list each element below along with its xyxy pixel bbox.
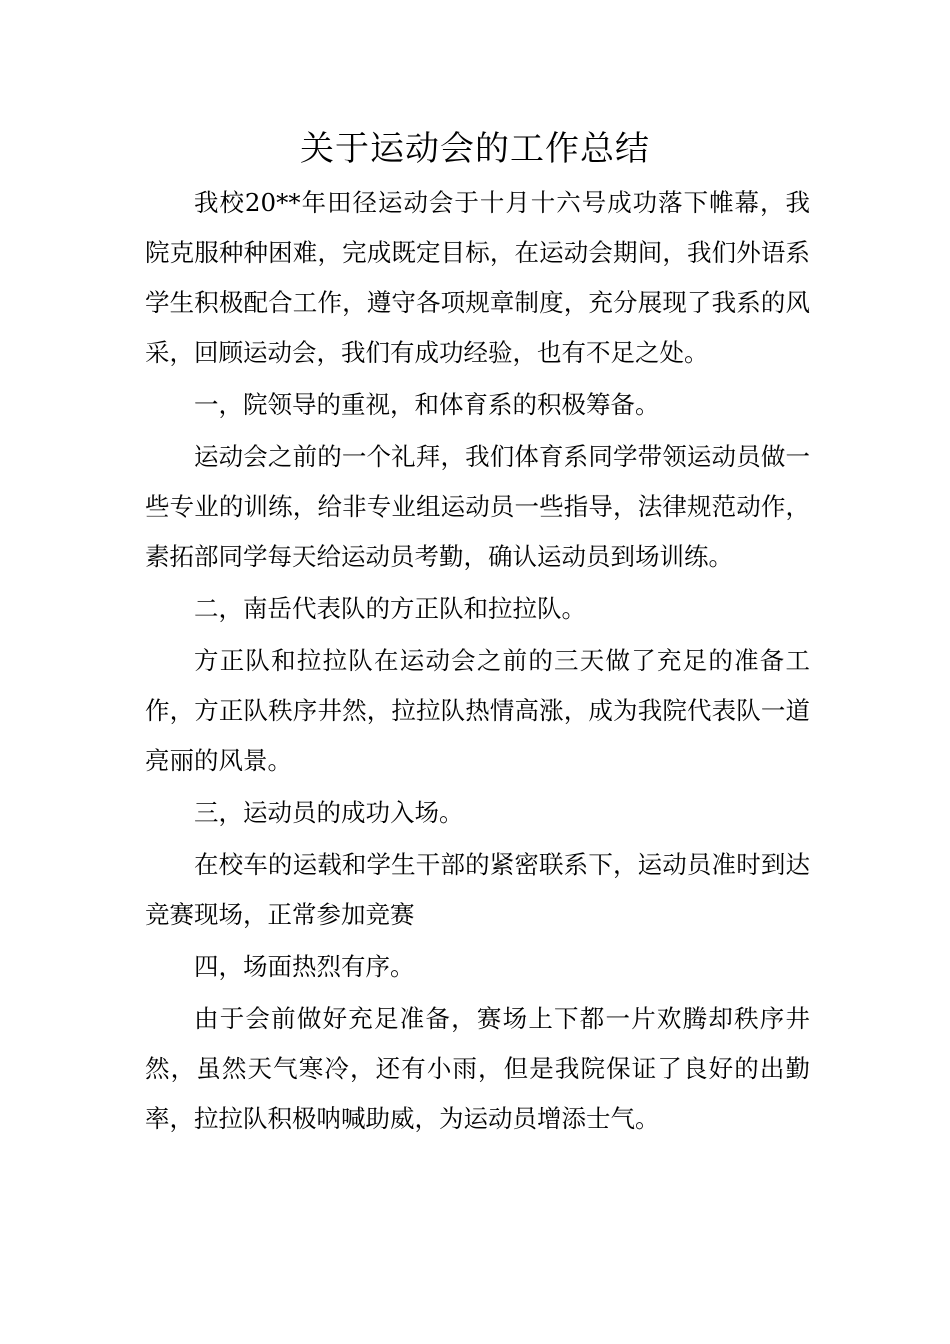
document-body (145, 178, 810, 1144)
section-heading-1: 一，院领导的重视，和体育系的积极筹备。 (194, 390, 660, 419)
section-heading-4: 四，场面热烈有序。 (194, 952, 415, 981)
paragraph-intro: 我校20**年田径运动会于十月十六号成功落下帷幕，我院克服种种困难，完成既定目标，在运动会期间，我们外语系学生积极配合工作，遵守各项规章制度，充分展现了我系的风采，回顾运动会，我们有成功经验，也有不足之处。 (145, 188, 810, 367)
section-heading-3: 三，运动员的成功入场。 (194, 798, 464, 827)
document-title: 关于运动会的工作总结 (300, 129, 650, 169)
paragraph-section-2: 方正队和拉拉队在运动会之前的三天做了充足的准备工作，方正队秩序井然，拉拉队热情高涨，成为我院代表队一道亮丽的风景。 (145, 646, 810, 775)
paragraph-section-4: 由于会前做好充足准备，赛场上下都一片欢腾却秩序井然，虽然天气寒冷，还有小雨，但是我院保证了良好的出勤率，拉拉队积极呐喊助威，为运动员增添士气。 (145, 1004, 810, 1133)
paragraph-section-3: 在校车的运载和学生干部的紧密联系下，运动员准时到达竞赛现场，正常参加竞赛 (145, 850, 810, 929)
paragraph-section-1: 运动会之前的一个礼拜，我们体育系同学带领运动员做一些专业的训练，给非专业组运动员一些指导，法律规范动作，素拓部同学每天给运动员考勤，确认运动员到场训练。 (145, 442, 810, 571)
section-heading-2: 二，南岳代表队的方正队和拉拉队。 (194, 594, 586, 623)
